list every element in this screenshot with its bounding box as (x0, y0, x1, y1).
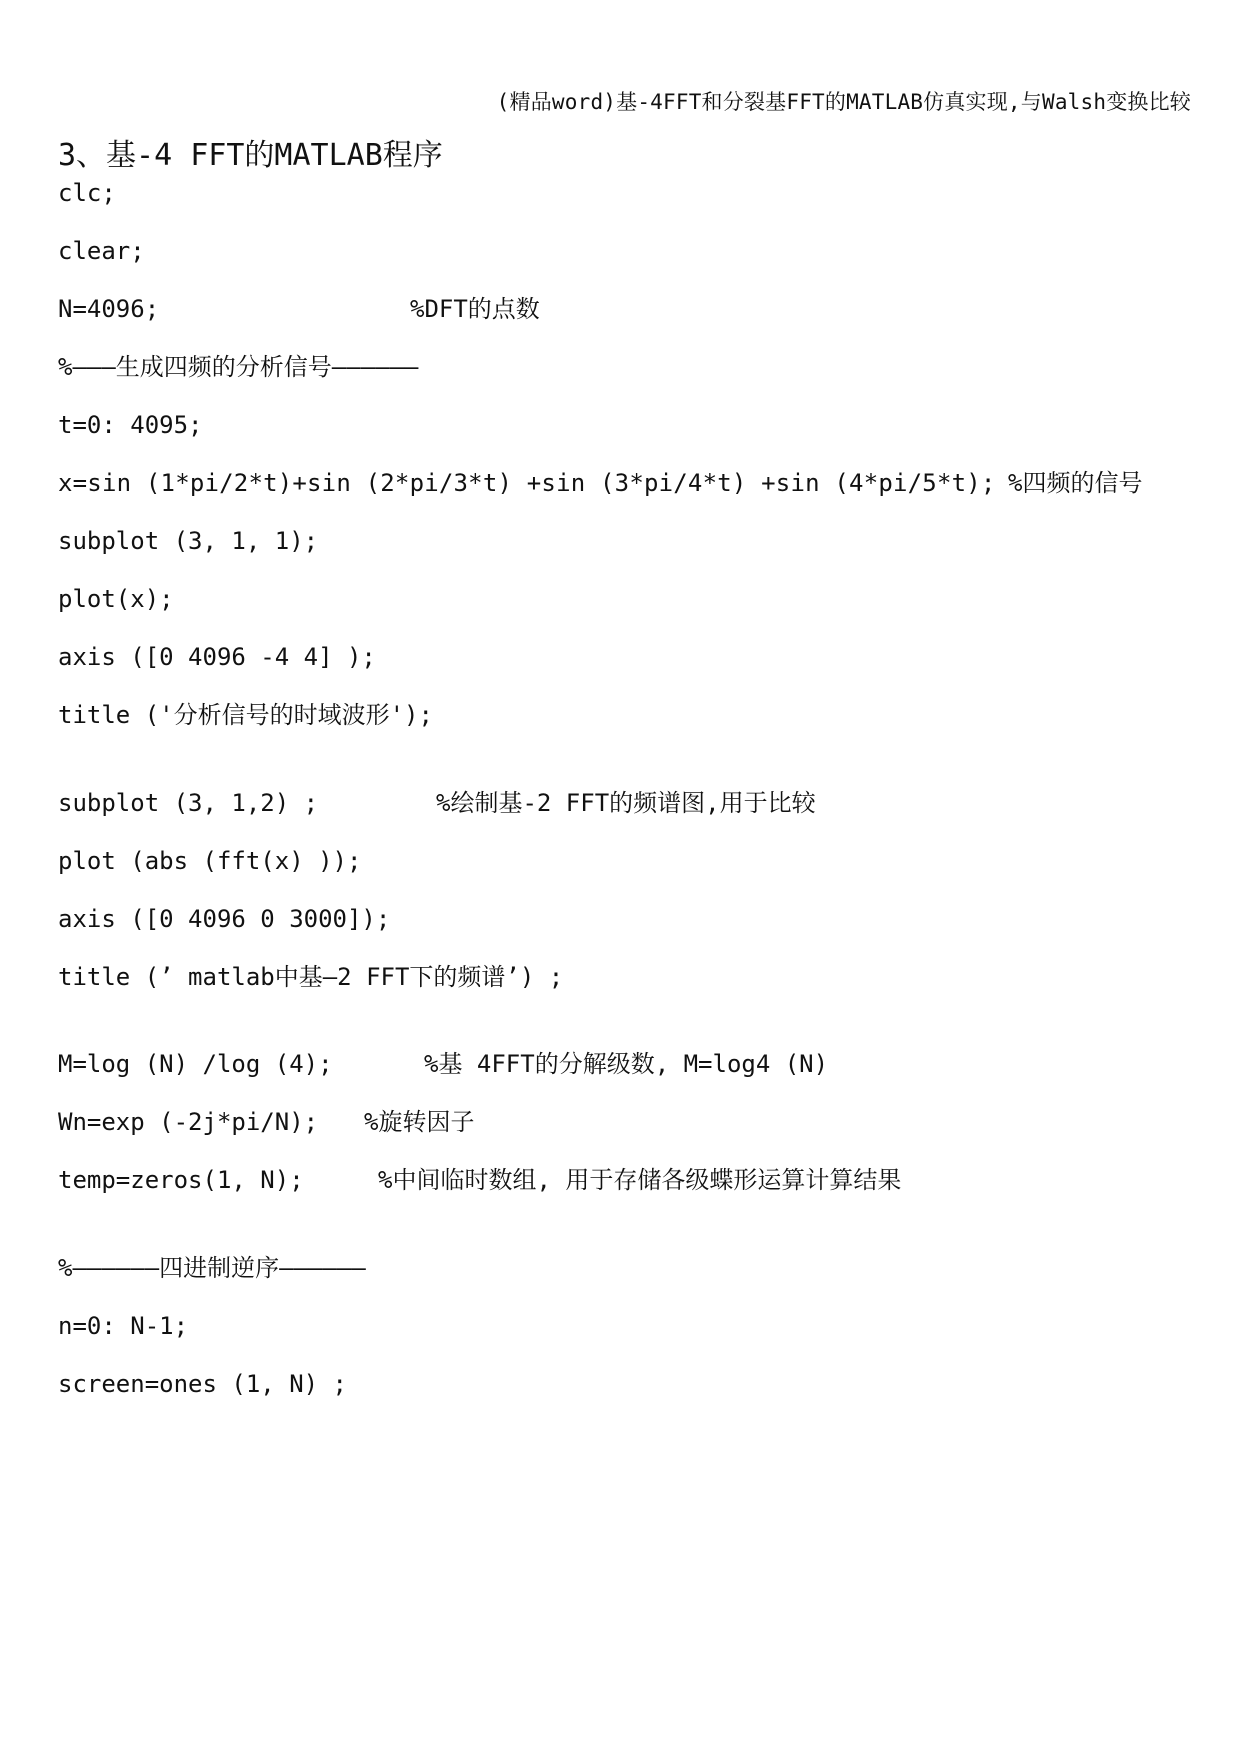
code-line: n=0: N-1; (58, 1312, 189, 1340)
code-line: screen=ones (1, N) ; (58, 1370, 347, 1398)
code-line: subplot (3, 1,2) ; (58, 789, 319, 817)
code-line: title ('分析信号的时域波形'); (58, 701, 433, 729)
code-line: M=log (N) /log (4); (58, 1050, 333, 1078)
code-comment: %旋转因子 (364, 1108, 475, 1136)
code-line: x=sin (1*pi/2*t)+sin (2*pi/3*t) +sin (3*pi/4*t) +sin (4*pi/5*t); (58, 469, 996, 497)
code-comment: %DFT的点数 (410, 295, 540, 323)
page-header: (精品word)基-4FFT和分裂基FFT的MATLAB仿真实现,与Walsh变换比较 (496, 90, 1191, 114)
code-comment: %中间临时数组, 用于存储各级蝶形运算计算结果 (378, 1166, 902, 1194)
code-line: axis ([0 4096 0 3000]); (58, 905, 391, 933)
code-line: plot(x); (58, 585, 174, 613)
code-line: clc; (58, 179, 116, 207)
code-comment: %绘制基-2 FFT的频谱图,用于比较 (436, 789, 816, 817)
code-comment-line: %——————四进制逆序—————— (58, 1254, 366, 1282)
code-line: temp=zeros(1, N); (58, 1166, 304, 1194)
code-line: subplot (3, 1, 1); (58, 527, 319, 555)
code-line: title (’ matlab中基—2 FFT下的频谱’) ; (58, 963, 564, 991)
code-comment-line: %———生成四频的分析信号—————— (58, 353, 419, 381)
code-line: Wn=exp (-2j*pi/N); (58, 1108, 319, 1136)
code-line: clear; (58, 237, 145, 265)
code-line: N=4096; (58, 295, 160, 323)
code-line: plot (abs (fft(x) )); (58, 847, 362, 875)
section-heading: 3、基-4 FFT的MATLAB程序 (58, 138, 443, 173)
code-comment: %基 4FFT的分解级数, M=log4 (N) (424, 1050, 829, 1078)
code-comment: %四频的信号 (1008, 469, 1143, 497)
code-line: axis ([0 4096 -4 4] ); (58, 643, 376, 671)
code-line: t=0: 4095; (58, 411, 203, 439)
